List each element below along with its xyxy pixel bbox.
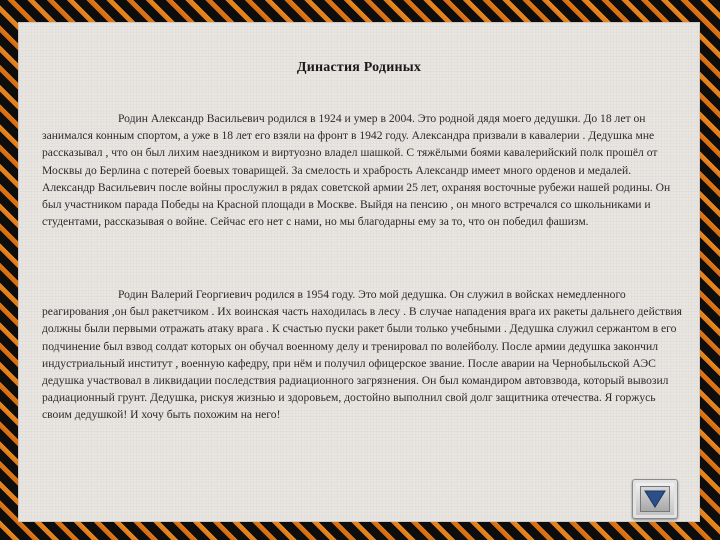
next-slide-button[interactable] (632, 479, 678, 519)
next-slide-button-face[interactable] (640, 486, 670, 512)
paragraph-valery: Родин Валерий Георгиевич родился в 1954 году. Это мой дедушка. Он служил в войсках немедленного реагирования ,он был ракетчиком . Их воинская часть находилась в лесу . В случае нападения врага их ракеты дальнего действия должны были первыми отражать атаку врага . К счастью пуски ракет были только учебными . Дедушка служил сержантом в его подчинение был взвод солдат которых он обучал военному делу и тренировал по волейболу. После армии дедушка закончил индустриальный институт , военную кафедру, при нём и получил офицерское звание. После аварии на Чернобыльской АЭС дедушка участвовал в ликвидации последствия радиационного загрязнения. Он был командиром автовзвода, который вывозил радиационный грунт. Дедушка, рискуя жизнью и здоровьем, достойно выполнил свой долг защитника отечества. Я горжусь своим дедушкой! И хочу быть похожим на него! (42, 288, 683, 422)
page-title: Династия Родиных (296, 60, 422, 75)
content-panel (18, 22, 700, 522)
paragraph-alexander: Родин Александр Васильевич родился в 1924 и умер в 2004. Это родной дядя моего дедушки. До 18 лет он занимался конным спортом, а уже в 18 лет его взяли на фронт в 1942 году. Александра призвали в кавалерии . Дедушка мне рассказывал , что он был лихим наездником и виртуозно владел шашкой. С тяжёлыми боями кавалерийский полк прошёл от Москвы до Берлина с потерей боевых товарищей. За смелость и храбрость Александр имеет много орденов и медалей. Александр Васильевич после войны прослужил в рядах советской армии 25 лет, охраняя восточные рубежи нашей родины. Он был участником парада Победы на Красной площади в Москве. Выйдя на пенсию , он много встречался со школьниками и студентами, рассказывая о войне. Сейчас его нет с нами, но мы благодарны ему за то, что он победил фашизм. (42, 112, 671, 229)
triangle-down-icon (644, 490, 666, 508)
